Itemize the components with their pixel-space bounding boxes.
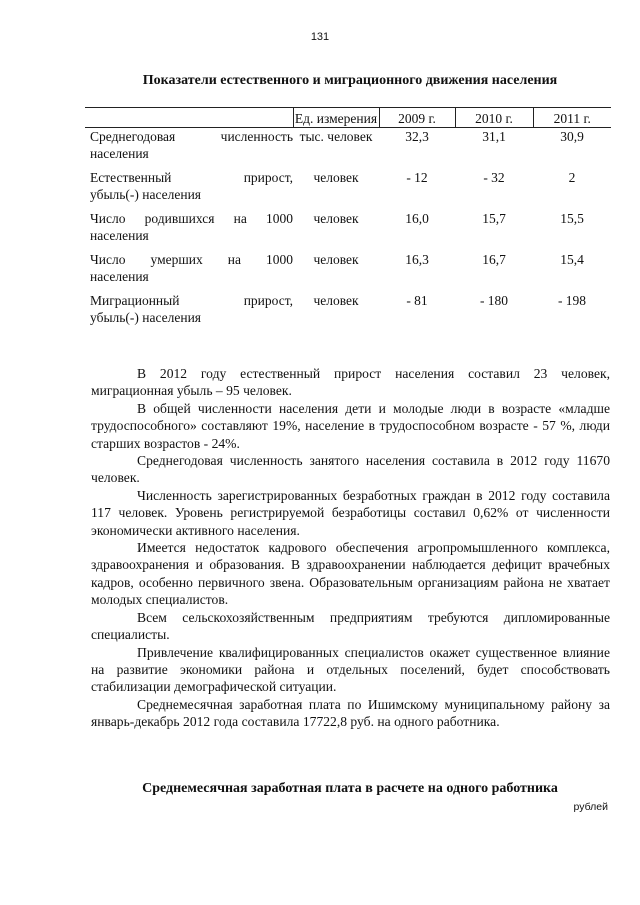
table-row [85,292,611,333]
header-2010: 2010 г. [455,108,533,128]
table-row [85,169,611,210]
row-name: Естественный прирост, убыль(-) населения [90,170,293,202]
value-2009: - 81 [406,293,428,308]
value-2011: 15,4 [560,252,584,267]
value-2010: 16,7 [482,252,506,267]
paragraph: Среднегодовая численность занятого населения составила в 2012 году 11670 человек. [91,453,610,486]
paragraph: Привлечение квалифицированных специалистов окажет существенное влияние на развитие экономики района и отдельных поселений, будет способствовать стабилизации демографической ситуации. [91,644,610,695]
value-2009: - 12 [406,170,428,185]
value-2009: 16,3 [405,252,429,267]
value-2010: 15,7 [482,211,506,226]
header-unit: Ед. измерения [293,108,379,128]
table-title: Показатели естественного и миграционного движения населения [142,73,558,88]
value-2011: 30,9 [560,129,584,144]
table-header-row [85,108,611,128]
population-indicators-table [85,107,611,333]
value-2010: - 32 [483,170,505,185]
paragraph: Среднемесячная заработная плата по Ишимскому муниципальному району за январь-декабрь 2012 года составила 17722,8 руб. на одного работника. [91,696,610,730]
value-2009: 32,3 [405,129,429,144]
paragraph: Всем сельскохозяйственным предприятиям требуются дипломированные специалисты. [91,609,610,643]
paragraph: В 2012 году естественный прирост населения составил 23 человек, миграционная убыль – 95 человек. [91,366,610,399]
row-name: Среднегодовая численность населения [90,129,293,161]
value-2010: 31,1 [482,129,506,144]
row-name: Число умерших на 1000 населения [90,252,293,284]
value-2011: 2 [568,170,576,185]
row-unit: человек [313,170,359,185]
value-2011: 15,5 [560,211,584,226]
paragraph: В общей численности населения дети и молодые люди в возрасте «младше трудоспособного» составляют 19%, население в трудоспособном возрасте - 57 %, люди старших возрастов - 24%. [91,400,610,451]
body-text [91,365,610,731]
table-row [85,251,611,292]
page-number: 131 [310,31,330,43]
row-unit: человек [313,293,359,308]
row-unit: человек [313,211,359,226]
table-row [85,210,611,251]
value-2009: 16,0 [405,211,429,226]
value-2011: - 198 [557,293,587,308]
units-note: рублей [573,801,608,813]
value-2010: - 180 [479,293,509,308]
row-unit: человек [313,252,359,267]
table-row [85,128,611,170]
paragraph: Имеется недостаток кадрового обеспечения агропромышленного комплекса, здравоохранения и образования. В здравоохранении наблюдается дефицит врачебных кадров, особенно первичного звена. Образовательным организациям района не хватает молодых специалистов. [91,540,610,608]
paragraph: Численность зарегистрированных безработных граждан в 2012 году составила 117 человек. Уровень регистрируемой безработицы составил 0,62% от численности экономически активного населения. [91,487,610,538]
row-name: Миграционный прирост, убыль(-) населения [90,293,293,325]
header-2009: 2009 г. [379,108,455,128]
header-indicator-cell [85,108,293,128]
header-2011: 2011 г. [533,108,611,128]
row-name: Число родившихся на 1000 населения [90,211,293,243]
row-unit: тыс. человек [299,129,373,144]
section-title: Среднемесячная заработная плата в расчете на одного работника [142,781,558,796]
